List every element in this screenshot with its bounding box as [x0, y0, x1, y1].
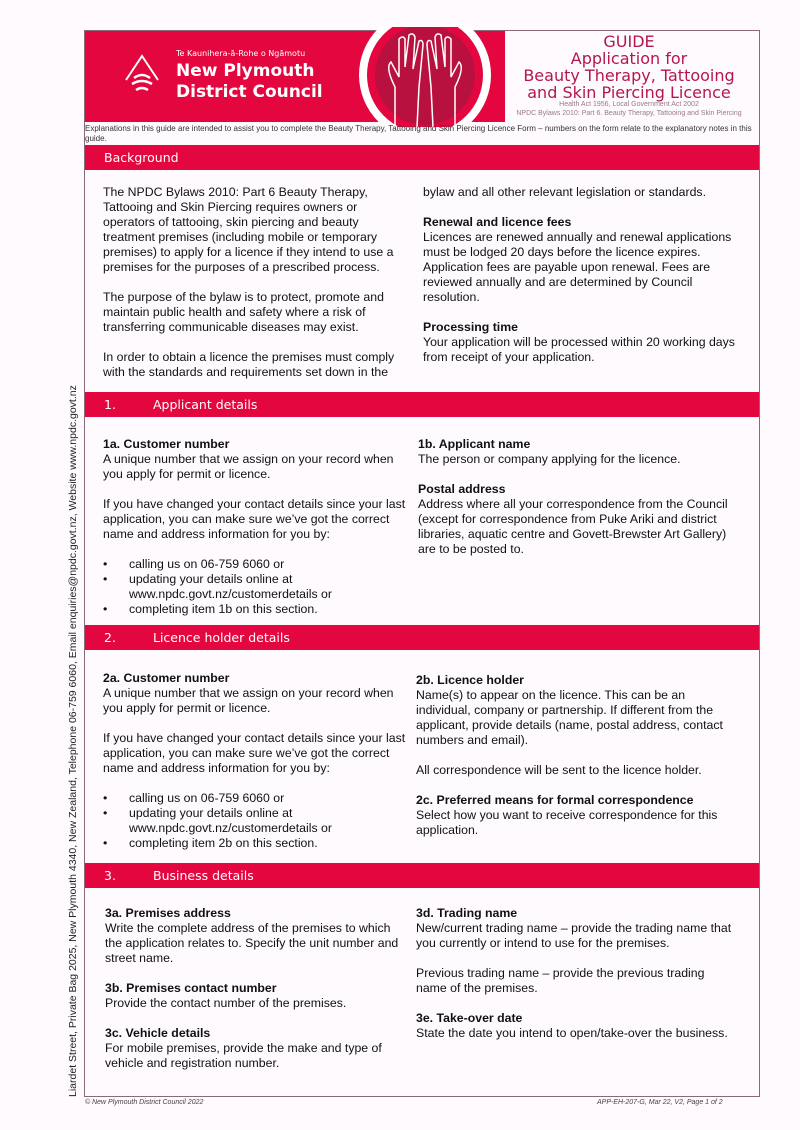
list-item: • calling us on 06-759 6060 or — [103, 791, 411, 806]
council-logo-icon — [122, 54, 168, 100]
paragraph: Previous trading name – provide the previous trading name of the premises. — [416, 966, 705, 995]
paragraph: Provide the contact number of the premises. — [105, 996, 347, 1010]
heading: 2a. Customer number — [103, 671, 230, 685]
paragraph: Address where all your correspondence from the Council (except for correspondence from Puke Ariki and district libraries, aquatic centre and Govett-Brewster Art Gallery) are to be posted to. — [418, 497, 728, 556]
list-item: • completing item 1b on this section. — [103, 602, 411, 617]
paragraph: Name(s) to appear on the licence. This can be an individual, company or partnership. If different from the applicant, provide details (name, postal address, contact numbers and email). — [416, 688, 723, 747]
intro-text: Explanations in this guide are intended to assist you to complete the Beauty Therapy, Tattooing and Skin Piercing Licence Form – numbers on the form relate to the explanatory notes in this guide. — [85, 124, 752, 143]
bullet-list — [103, 557, 411, 617]
heading: 3b. Premises contact number — [105, 981, 277, 995]
footer-copyright: © New Plymouth District Council 2022 — [85, 1099, 204, 1106]
background-right — [423, 185, 743, 380]
section-bar-3 — [85, 863, 759, 888]
s2-right — [416, 673, 741, 853]
section-label: Business details — [153, 868, 254, 883]
section-bar-background — [85, 145, 759, 170]
org-tagline: Te Kaunihera-ā-Rohe o Ngāmotu — [176, 49, 306, 58]
paragraph: State the date you intend to open/take-over the business. — [416, 1026, 728, 1040]
paragraph: If you have changed your contact details since your last application, you can make sure we’ve got the correct name and address information for you by: — [103, 731, 406, 775]
heading: Renewal and licence fees — [423, 215, 572, 229]
section-number: 1. — [104, 397, 116, 412]
list-item: • updating your details online at www.npdc.govt.nz/customerdetails or — [103, 806, 411, 836]
paragraph: In order to obtain a licence the premises must comply with the standards and requirements set down in the — [103, 350, 395, 379]
paragraph: Your application will be processed within 20 working days from receipt of your application. — [423, 335, 735, 364]
paragraph: Licences are renewed annually and renewal applications must be lodged 20 days before the licence expires. Application fees are payable upon renewal. Fees are reviewed annually and are determined by Council resolution. — [423, 230, 732, 304]
paragraph: Select how you want to receive correspondence for this application. — [416, 808, 718, 837]
paragraph: The purpose of the bylaw is to protect, promote and maintain public health and safety where a risk of transferring communicable diseases may exist. — [103, 290, 384, 334]
heading: 1b. Applicant name — [418, 437, 531, 451]
acts-text: Health Act 1956, Local Government Act 2002 — [559, 101, 699, 108]
title-line: Beauty Therapy, Tattooing — [523, 66, 735, 85]
heading: Processing time — [423, 320, 518, 334]
heading: 2c. Preferred means for formal correspondence — [416, 793, 694, 807]
paragraph: Write the complete address of the premises to which the application relates to. Specify the unit number and street name. — [105, 921, 399, 965]
title-line: and Skin Piercing Licence — [527, 83, 731, 102]
section-label: Licence holder details — [153, 630, 290, 645]
paragraph: If you have changed your contact details since your last application, you can make sure we’ve got the correct name and address information for you by: — [103, 497, 406, 541]
list-item: • completing item 2b on this section. — [103, 836, 411, 851]
contact-sidebar-text: Liardet Street, Private Bag 2025, New Plymouth 4340, New Zealand, Telephone 06-759 6060, Email enquiries@npdc.govt.nz, Website www.npdc.govt.nz — [67, 385, 79, 1097]
heading: 3a. Premises address — [105, 906, 231, 920]
s2-left — [103, 671, 411, 866]
heading: 1a. Customer number — [103, 437, 230, 451]
section-bar-2 — [85, 625, 759, 650]
paragraph: A unique number that we assign on your record when you apply for permit or licence. — [103, 452, 394, 481]
section-bar-1 — [85, 392, 759, 417]
heading: 3e. Take-over date — [416, 1011, 523, 1025]
list-item: • updating your details online at www.npdc.govt.nz/customerdetails or — [103, 572, 411, 602]
paragraph: The person or company applying for the licence. — [418, 452, 681, 466]
bullet-list — [103, 791, 411, 851]
org-name-2: District Council — [176, 82, 323, 102]
s3-right — [416, 906, 736, 1056]
document-title — [500, 33, 758, 118]
paragraph: For mobile premises, provide the make and type of vehicle and registration number. — [105, 1041, 382, 1070]
paragraph: All correspondence will be sent to the licence holder. — [416, 763, 702, 777]
section-label: Applicant details — [153, 397, 258, 412]
section-label: Background — [104, 150, 179, 165]
title-line: Application for — [570, 49, 688, 68]
bylaw-text: NPDC Bylaws 2010: Part 6. Beauty Therapy, Tattooing and Skin Piercing — [516, 109, 742, 117]
background-left — [103, 185, 401, 395]
paragraph: bylaw and all other relevant legislation or standards. — [423, 185, 706, 199]
hands-icon — [355, 27, 495, 127]
heading: 3c. Vehicle details — [105, 1026, 211, 1040]
s3-left — [105, 906, 407, 1086]
guide-label: GUIDE — [603, 32, 655, 51]
heading: Postal address — [418, 482, 506, 496]
paragraph: New/current trading name – provide the trading name that you currently or intend to use for the premises. — [416, 921, 732, 950]
list-item: • calling us on 06-759 6060 or — [103, 557, 411, 572]
s1-left — [103, 437, 411, 632]
org-name-1: New Plymouth — [176, 61, 315, 81]
footer-reference: APP-EH-207-G, Mar 22, V2, Page 1 of 2 — [597, 1099, 723, 1106]
s1-right — [418, 437, 738, 572]
section-number: 2. — [104, 630, 116, 645]
paragraph: A unique number that we assign on your record when you apply for permit or licence. — [103, 686, 394, 715]
paragraph: The NPDC Bylaws 2010: Part 6 Beauty Therapy, Tattooing and Skin Piercing requires owners or operators of tattooing, skin piercing and beauty treatment premises (including mobile or temporary premises) to apply for a licence if they intend to use a premises for the purposes of a prescribed process. — [103, 185, 394, 274]
section-number: 3. — [104, 868, 116, 883]
heading: 2b. Licence holder — [416, 673, 524, 687]
heading: 3d. Trading name — [416, 906, 518, 920]
